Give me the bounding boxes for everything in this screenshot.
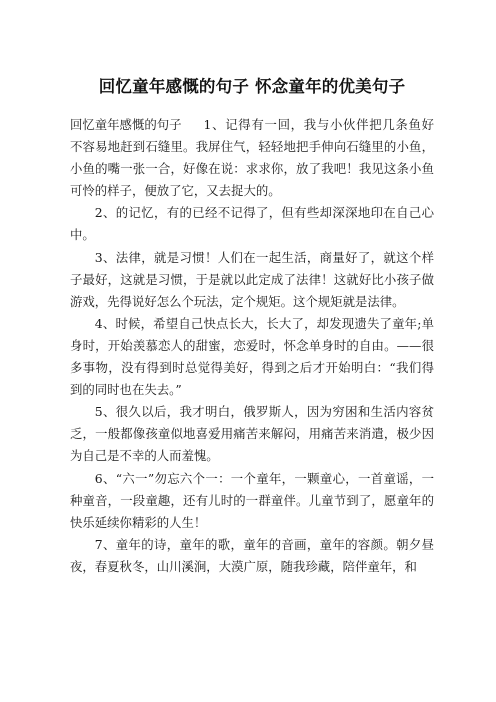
paragraph-7: 7、童年的诗，童年的歌，童年的音画，童年的容颜。朝夕昼夜，春夏秋冬，山川溪涧，大漠广原，随我珍藏，陪伴童年，和 <box>70 536 434 574</box>
paragraph-6: 6、“六一”勿忘六个一：一个童年，一颗童心，一首童谣，一种童音，一段童趣，还有儿时的一群童伴。儿童节到了，愿童年的快乐延续你精彩的人生！ <box>70 470 434 530</box>
paragraph-1 <box>70 114 434 202</box>
paragraph-2: 2、的记忆，有的已经不记得了，但有些却深深地印在自己心中。 <box>70 205 434 243</box>
document-body <box>70 114 434 578</box>
paragraph-4: 4、时候，希望自己快点长大，长大了，却发现遗失了童年;单身时，开始羡慕恋人的甜蜜，恋爱时，怀念单身时的自由。——很多事物，没有得到时总觉得美好，得到之后才开始明白：“我们得到的同时也在失去。” <box>70 315 434 398</box>
paragraph-5: 5、很久以后，我才明白，俄罗斯人，因为穷困和生活内容贫乏，一般都像孩童似地喜爱用痛苦来解闷，用痛苦来消遣，极少因为自己是不幸的人而羞愧。 <box>70 404 434 464</box>
paragraph-3: 3、法律，就是习惯！人们在一起生活，商量好了，就这个样子最好，这就是习惯，于是就以此定成了法律！这就好比小孩子做游戏，先得说好怎么个玩法，定个规矩。这个规矩就是法律。 <box>70 249 434 309</box>
lead-label: 回忆童年感慨的句子 <box>70 117 182 132</box>
paragraph-1-text: 1、记得有一回，我与小伙伴把几条鱼好不容易地赶到石缝里。我屏住气，轻轻地把手伸向石缝里的小鱼，小鱼的嘴一张一合，好像在说：求求你，放了我吧！我见这条小鱼可怜的样子，便放了它，又去捉大的。 <box>70 117 434 199</box>
document-title: 回忆童年感慨的句子 怀念童年的优美句子 <box>98 77 406 96</box>
